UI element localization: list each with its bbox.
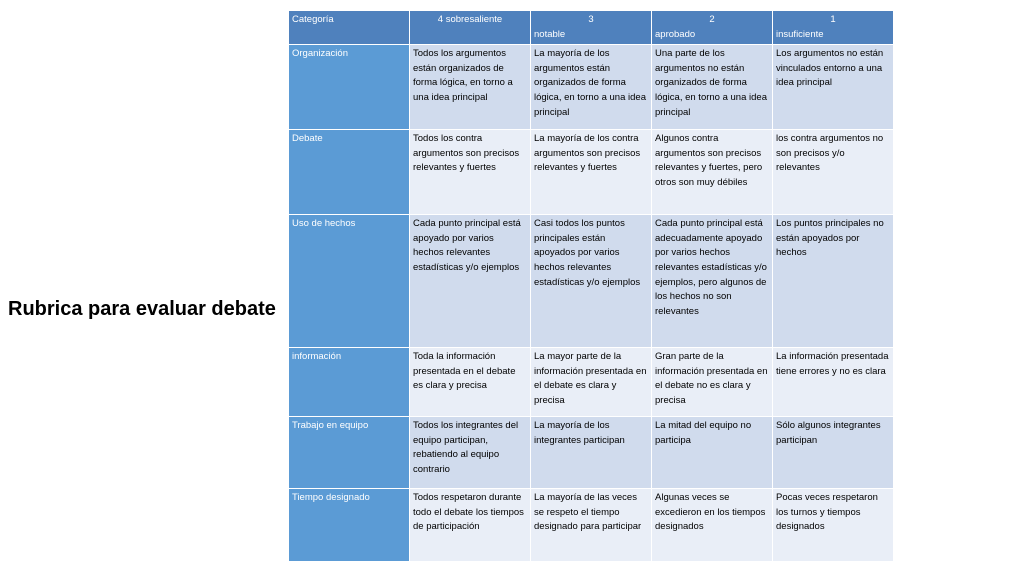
table-cell: Los argumentos no están vinculados entorno a una idea principal [773, 45, 894, 130]
level-label: insuficiente [776, 28, 824, 40]
rubric-table [288, 10, 894, 562]
table-cell: La mayoría de los argumentos están organizados de forma lógica, en torno a una idea principal [531, 45, 652, 130]
level-number: 4 sobresaliente [437, 14, 503, 25]
header-level-4 [410, 11, 531, 45]
row-category: Tiempo designado [289, 489, 410, 562]
header-category: Categoría [289, 11, 410, 45]
table-cell: Todos los contra argumentos son precisos relevantes y fuertes [410, 130, 531, 215]
header-level-3 [531, 11, 652, 45]
slide-title: Rubrica para evaluar debate [8, 298, 276, 320]
table-cell: Toda la información presentada en el debate es clara y precisa [410, 348, 531, 417]
table-row [289, 417, 894, 489]
table-cell: Gran parte de la información presentada en el debate no es clara y precisa [652, 348, 773, 417]
table-row [289, 45, 894, 130]
table-row [289, 348, 894, 417]
table-row [289, 489, 894, 562]
level-number: 1 [830, 14, 836, 25]
level-label: aprobado [655, 28, 696, 40]
table-cell: La mayoría de los integrantes participan [531, 417, 652, 489]
table-cell: Todos los integrantes del equipo participan, rebatiendo al equipo contrario [410, 417, 531, 489]
table-cell: Algunas veces se excedieron en los tiempos designados [652, 489, 773, 562]
table-cell: Todos respetaron durante todo el debate los tiempos de participación [410, 489, 531, 562]
table-cell: Casi todos los puntos principales están apoyados por varios hechos relevantes estadísticas y/o ejemplos [531, 215, 652, 348]
table-cell: los contra argumentos no son precisos y/o relevantes [773, 130, 894, 215]
table-row [289, 130, 894, 215]
level-number: 2 [709, 14, 715, 25]
table-cell: La mitad del equipo no participa [652, 417, 773, 489]
row-category: información [289, 348, 410, 417]
table-cell: La información presentada tiene errores y no es clara [773, 348, 894, 417]
level-number: 3 [588, 14, 594, 25]
table-cell: Una parte de los argumentos no están organizados de forma lógica, en torno a una idea principal [652, 45, 773, 130]
header-level-2 [652, 11, 773, 45]
row-category: Uso de hechos [289, 215, 410, 348]
table-cell: Todos los argumentos están organizados de forma lógica, en torno a una idea principal [410, 45, 531, 130]
header-level-1 [773, 11, 894, 45]
table-cell: La mayoría de los contra argumentos son precisos relevantes y fuertes [531, 130, 652, 215]
table-cell: Algunos contra argumentos son precisos relevantes y fuertes, pero otros son muy débiles [652, 130, 773, 215]
table-cell: La mayor parte de la información presentada en el debate es clara y precisa [531, 348, 652, 417]
row-category: Trabajo en equipo [289, 417, 410, 489]
table-cell: Cada punto principal está adecuadamente apoyado por varios hechos relevantes estadísticas y/o ejemplos, pero algunos de los hechos no son relevantes [652, 215, 773, 348]
table-row [289, 215, 894, 348]
row-category: Debate [289, 130, 410, 215]
header-row [289, 11, 894, 45]
table-cell: Cada punto principal está apoyado por varios hechos relevantes estadísticas y/o ejemplos [410, 215, 531, 348]
table-cell: La mayoría de las veces se respeto el tiempo designado para participar [531, 489, 652, 562]
table-cell: Sólo algunos integrantes participan [773, 417, 894, 489]
table-cell: Pocas veces respetaron los turnos y tiempos designados [773, 489, 894, 562]
row-category: Organización [289, 45, 410, 130]
table-cell: Los puntos principales no están apoyados por hechos [773, 215, 894, 348]
level-label: notable [534, 28, 566, 40]
